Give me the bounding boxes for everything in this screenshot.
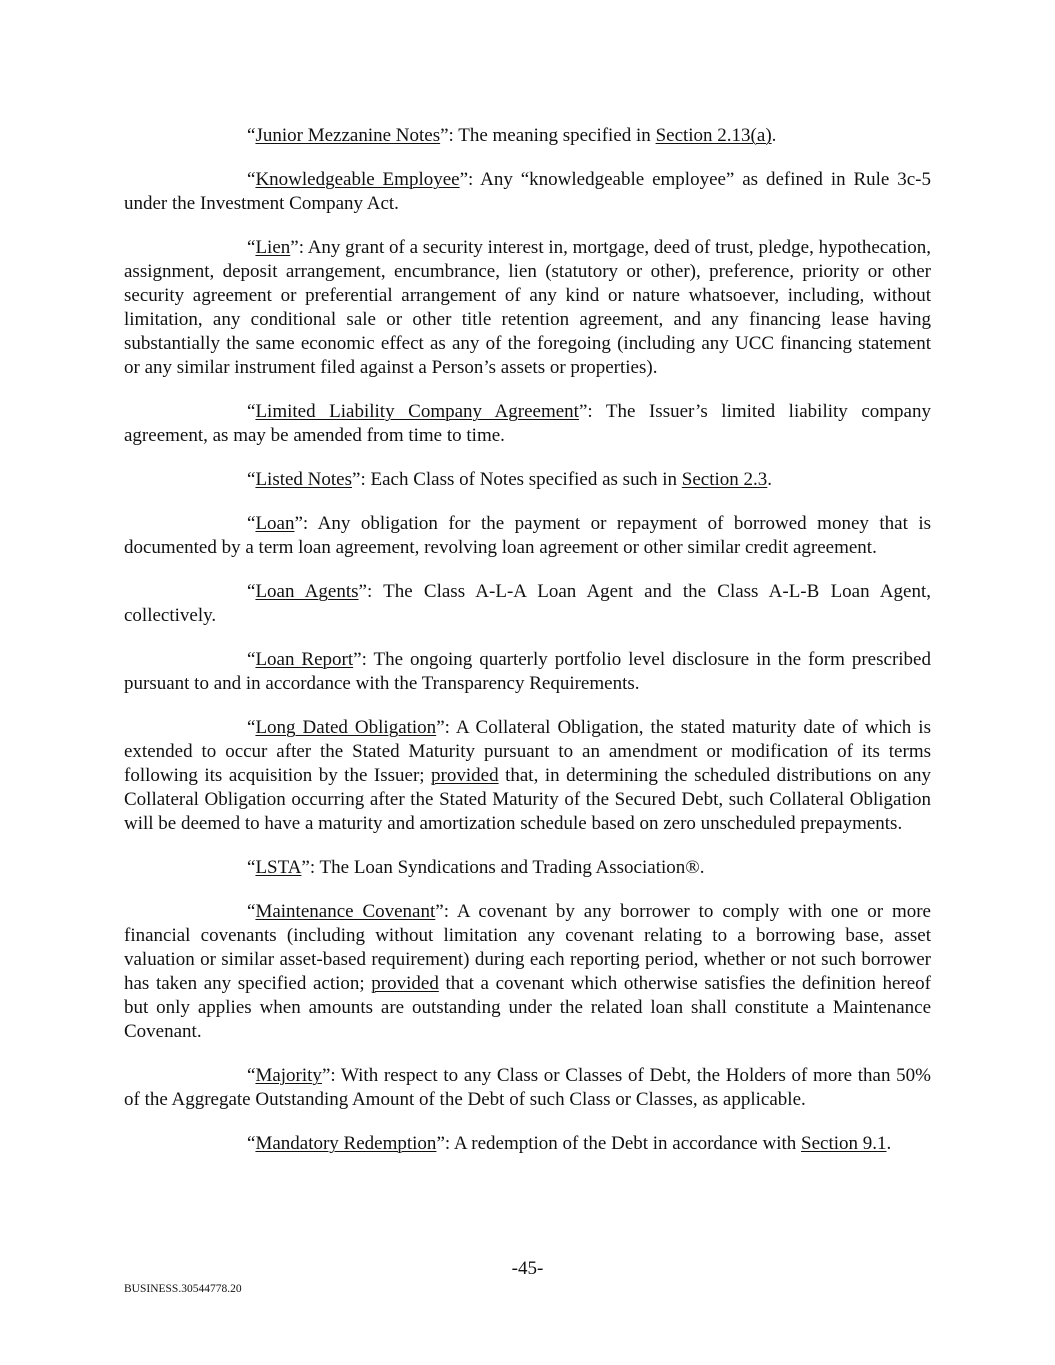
definition-text: “ [247,401,256,422]
defined-term: Maintenance Covenant [255,901,436,922]
definition-text: . [886,1133,892,1154]
definition-text: . [767,469,773,490]
definition-text: ”: Any “knowledgeable employee” as defined in Rule 3c-5 under the Investment Company Act. [124,169,932,214]
definition-text: ”: The meaning specified in [440,125,656,146]
definition-text: “ [247,901,256,922]
definition-text: ”: Any obligation for the payment or repayment of borrowed money that is documented by a term loan agreement, revolving loan agreement or other similar credit agreement. [124,513,931,558]
definition-paragraph [124,716,931,836]
defined-term: Mandatory Redemption [255,1133,437,1154]
definition-text: ”: Any grant of a security interest in, mortgage, deed of trust, pledge, hypothecation, assignment, deposit arrangement, encumbrance, lien (statutory or other), preference, priority or other security agreement or preferential arrangement of any kind or nature whatsoever, including, without limitation, any conditional sale or other title retention agreement, and any financing lease having substantially the same economic effect as any of the foregoing (including any UCC financing statement or any similar instrument filed against a Person’s assets or properties). [124,237,931,378]
definition-paragraph [124,468,931,492]
definition-text: ”: The Issuer’s limited liability company agreement, as may be amended from time to time. [124,401,931,446]
definition-text: ”: With respect to any Class or Classes of Debt, the Holders of more than 50% of the Aggregate Outstanding Amount of the Debt of such Class or Classes, as applicable. [124,1065,931,1110]
defined-term: Limited Liability Company Agreement [255,401,579,422]
defined-term: Lien [255,237,291,258]
definition-text: that a covenant which otherwise satisfies the definition hereof but only applies when amounts are outstanding under the related loan shall constitute a Maintenance Covenant. [124,973,932,1042]
definition-text: “ [247,513,256,534]
definition-paragraph [124,580,931,628]
definition-paragraph [124,856,931,880]
defined-term: LSTA [255,857,302,878]
definition-paragraph [124,1132,931,1156]
definition-text: ”: The ongoing quarterly portfolio level disclosure in the form prescribed pursuant to and in accordance with the Transparency Requirements. [124,649,931,694]
definition-text: “ [247,581,256,602]
document-body [124,124,931,1176]
defined-term: Majority [255,1065,322,1086]
definition-text: ”: The Loan Syndications and Trading Association®. [301,857,705,878]
definition-text: “ [247,237,256,258]
definition-paragraph [124,236,931,380]
definition-text: that, in determining the scheduled distributions on any Collateral Obligation occurring after the Stated Maturity of the Secured Debt, such Collateral Obligation will be deemed to have a maturity and amortization schedule based on zero unscheduled prepayments. [124,765,931,834]
definition-paragraph [124,168,931,216]
definition-paragraph [124,124,931,148]
definition-text: “ [247,717,256,738]
document-id: BUSINESS.30544778.20 [124,1283,242,1295]
definition-text: ”: Each Class of Notes specified as such in [352,469,682,490]
defined-term: Loan [255,513,295,534]
underlined-reference: Section 2.3 [681,469,768,490]
underlined-reference: Section 2.13(a) [655,125,772,146]
defined-term: Junior Mezzanine Notes [255,125,441,146]
definition-text: . [771,125,777,146]
page-number: -45- [511,1258,544,1279]
definition-text: “ [247,169,256,190]
definition-text: “ [247,469,256,490]
definition-text: ”: A Collateral Obligation, the stated maturity date of which is extended to occur after the Stated Maturity pursuant to an amendment or modification of its terms following its acquisition by the Issuer; [124,717,931,786]
definition-paragraph [124,400,931,448]
defined-term: Loan Agents [255,581,359,602]
definition-text: ”: The Class A-L-A Loan Agent and the Class A-L-B Loan Agent, collectively. [124,581,931,626]
definition-paragraph [124,512,931,560]
underlined-reference: Section 9.1 [801,1133,887,1154]
definition-text: ”: A redemption of the Debt in accordance with [436,1133,802,1154]
underlined-reference: provided [431,765,499,786]
definition-text: “ [247,857,256,878]
defined-term: Knowledgeable Employee [255,169,460,190]
definition-text: “ [247,1133,256,1154]
defined-term: Listed Notes [255,469,353,490]
definition-text: ”: A covenant by any borrower to comply with one or more financial covenants (including without limitation any covenant relating to a borrowing base, asset valuation or similar asset-based requirement) during each reporting period, whether or not such borrower has taken any specified action; [124,901,931,994]
defined-term: Loan Report [255,649,354,670]
definition-paragraph [124,1064,931,1112]
defined-term: Long Dated Obligation [255,717,437,738]
definition-text: “ [247,125,256,146]
definition-paragraph [124,648,931,696]
underlined-reference: provided [371,973,439,994]
definition-paragraph [124,900,931,1044]
definition-text: “ [247,649,256,670]
definition-text: “ [247,1065,256,1086]
